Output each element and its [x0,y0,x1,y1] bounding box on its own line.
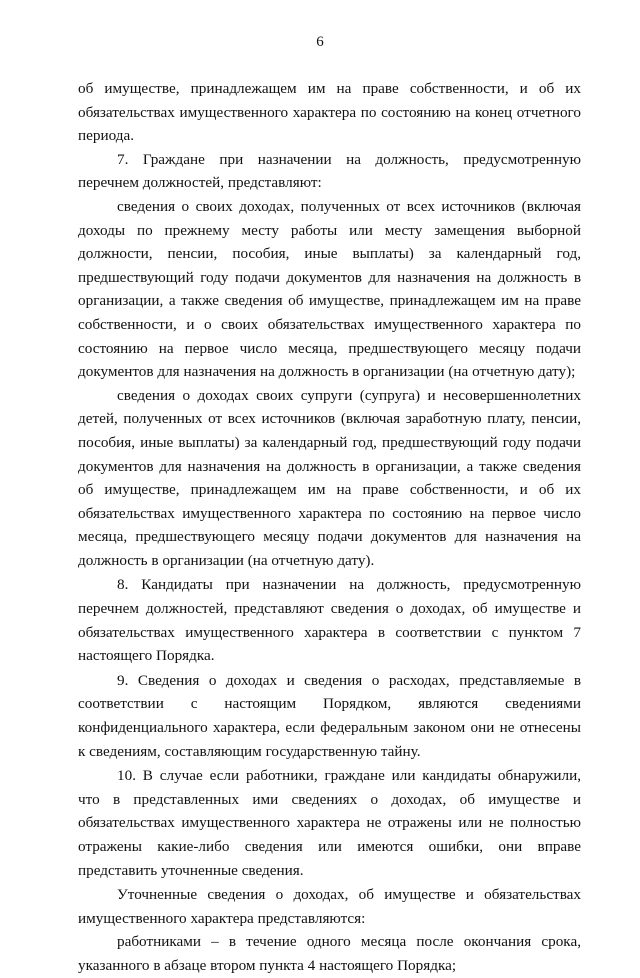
paragraph-item-7: 7. Граждане при назначении на должность, предусмотренную перечнем должностей, представляют: [78,150,581,192]
document-body [78,77,581,978]
paragraph-item-7-own-income: сведения о своих доходах, полученных от всех источников (включая доходы по прежнему месту работы или месту замещения выборной должности, пенсии, пособия, иные выплаты) за календарный год, предшествующий году подачи документов для назначения на должность в организации, а также сведения об имуществе, принадлежащем им на праве собственности, и о своих обязательствах имущественного характера по состоянию на первое число месяца, предшествующего месяцу подачи документов для назначения на должность в организации (на отчетную дату); [78,197,581,381]
paragraph-item-10: 10. В случае если работники, граждане или кандидаты обнаружили, что в представленных ими сведениях о доходах, об имуществе и обязательствах имущественного характера не отражены или не полностью отражены какие-либо сведения или имеются ошибки, они вправе представить уточненные сведения. [78,767,581,879]
paragraph-employees-deadline: работниками – в течение одного месяца после окончания срока, указанного в абзаце втором пункта 4 настоящего Порядка; [78,933,581,974]
paragraph-updated-info: Уточненные сведения о доходах, об имуществе и обязательствах имущественного характера представляются: [78,886,581,927]
page-number: 6 [316,34,324,50]
paragraph-continuation: об имуществе, принадлежащем им на праве собственности, и об их обязательствах имущественного характера по состоянию на конец отчетного периода. [78,80,581,145]
paragraph-item-7-family-income: сведения о доходах своих супруги (супруга) и несовершеннолетних детей, полученных от всех источников (включая заработную плату, пенсии, пособия, иные выплаты) за календарный год, предшествующий году подачи документов для назначения на должность в организации, а также сведения об имуществе, принадлежащем им на праве собственности, и об их обязательствах имущественного характера по состоянию на первое число месяца, предшествующего месяцу подачи документов для назначения на должность в организации (на отчетную дату). [78,386,581,569]
paragraph-item-9: 9. Сведения о доходах и сведения о расходах, представляемые в соответствии с настоящим Порядком, являются сведениями конфиденциального характера, если федеральным законом они не отнесены к сведениям, составляющим государственную тайну. [78,671,581,760]
paragraph-item-8: 8. Кандидаты при назначении на должность, предусмотренную перечнем должностей, представляют сведения о доходах, об имуществе и обязательствах имущественного характера в соответствии с пунктом 7 настоящего Порядка. [78,576,581,665]
